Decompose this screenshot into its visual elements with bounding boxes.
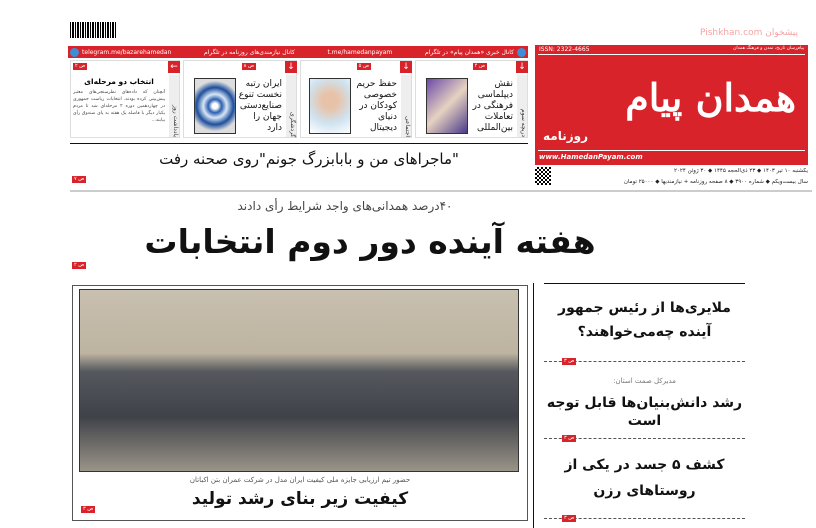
telegram-right-label: کانال خبری «همدان پیام» در تلگرام	[424, 48, 514, 56]
divider	[70, 143, 528, 144]
strip-headline[interactable]: "ماجراهای من و بابابزرگ جونم"روی صحنه رفت	[159, 150, 459, 168]
page-ref: ص ۳	[564, 435, 575, 441]
arrow-left-icon: ←	[168, 61, 180, 73]
teaser-title: نقش دیپلماسی فرهنگی در تعاملات بین‌المللی	[472, 79, 513, 133]
telegram-right-link[interactable]: t.me/hamedanpayam	[327, 48, 393, 56]
telegram-icon	[517, 48, 526, 57]
teaser-title: ایران رتبه نخست تنوع صنایع‌دستی جهان را دارد	[238, 79, 282, 133]
editorial-title: انتخاب دو مرحله‌ای	[84, 77, 154, 86]
side-headline[interactable]: رشد دانش‌بنیان‌ها قابل توجه است	[546, 395, 743, 429]
tagline: پیام‌رسان تاریخ، تمدن و فرهنگ همدان	[733, 46, 804, 51]
arrow-down-icon: ↓	[516, 61, 528, 73]
website-link[interactable]: www.HamedanPayam.com	[539, 153, 643, 161]
teaser-3[interactable]	[183, 60, 297, 138]
page-ref: ص ۳	[83, 506, 94, 512]
teaser-editorial[interactable]	[70, 60, 180, 138]
teaser-2[interactable]	[300, 60, 412, 138]
issn: ISSN: 2322-4665	[539, 46, 590, 53]
teaser-image	[194, 78, 236, 134]
telegram-bar	[68, 46, 528, 58]
section-label: اجتماعی	[401, 75, 411, 137]
photo-headline: کیفیت زیر بنای رشد تولید	[191, 489, 409, 509]
photo-story[interactable]	[72, 285, 528, 521]
side-headline[interactable]: کشف ۵ جسد در یکی از روستاهای رزن	[564, 457, 725, 499]
telegram-icon	[70, 48, 79, 57]
telegram-left-link[interactable]: telegram.me/bazarehamedan	[82, 48, 172, 56]
teaser-1[interactable]	[415, 60, 528, 138]
teaser-image	[309, 78, 351, 134]
lead-headline[interactable]: هفته آینده دور دوم انتخابات	[144, 222, 596, 261]
page-ref: ص ۳	[564, 515, 575, 521]
qr-code	[535, 167, 551, 185]
side-kicker: مدیرکل صمت استان:	[613, 377, 676, 385]
page-ref: ص ۴	[474, 63, 485, 69]
photo-caption: حضور تیم ارزیابی جایزه ملی کیفیت ایران مدل در شرکت عمران بتن اکباتان	[189, 476, 411, 484]
masthead	[535, 45, 808, 165]
page-ref: ص ۷	[74, 176, 85, 182]
section-label: دریچه سوم	[517, 75, 527, 137]
newspaper-logo: همدان پیام	[625, 75, 796, 120]
telegram-left-label: کانال نیازمندی‌های روزنامه در تلگرام	[204, 48, 295, 56]
team-photo	[79, 289, 519, 472]
column-rule	[533, 283, 534, 528]
divider	[70, 190, 812, 192]
side-headline[interactable]: ملایری‌ها از رئیس جمهور آینده چه‌می‌خواهند؟	[558, 300, 731, 340]
page-ref: ص ۳	[564, 358, 575, 364]
page-ref: ص ۲	[74, 262, 85, 268]
section-label: یادداشت روز	[169, 75, 179, 137]
lead-kicker: ۴۰درصد همدانی‌های واجد شرایط رأی دادند	[237, 199, 453, 213]
section-label: گردشگری	[286, 75, 296, 137]
arrow-down-icon: ↓	[400, 61, 412, 73]
editorial-body: آنچنان که داده‌های نظرسنجی‌های معتبر پیش‌بینی کرده بودند، انتخابات ریاست جمهوری در چهاردهمین دوره ۲ مرحله‌ای شد تا مردم یکبار دیگر با فاصله یک هفته به پای صندوق رأی بیایند...	[73, 90, 165, 123]
issue-info: سال بیست‌ویکم ◆ شماره ۳۹۰۰ ◆ ۸ صفحه روزنامه + نیازمندیها ◆ ۲۵۰۰۰ تومان	[623, 179, 808, 185]
arrow-down-icon: ↓	[285, 61, 297, 73]
date-line: یکشنبه ۱۰ تیر ۱۴۰۳ ◆ ۲۳ ذی‌الحجه ۱۴۴۵ ◆ ۳۰ ژوئن ۲۰۲۴	[674, 168, 808, 174]
teaser-title: حفظ حریم خصوصی کودکان در دنیای دیجیتال	[356, 79, 397, 133]
teaser-image	[426, 78, 468, 134]
page-ref: ص ۲	[75, 63, 86, 69]
watermark: پیشخوان Pishkhan.com	[700, 28, 799, 38]
page-ref: ص ۸	[243, 63, 254, 69]
page-ref: ص ۵	[358, 63, 369, 69]
logo-prefix: روزنامه	[543, 129, 588, 143]
barcode	[70, 22, 116, 38]
